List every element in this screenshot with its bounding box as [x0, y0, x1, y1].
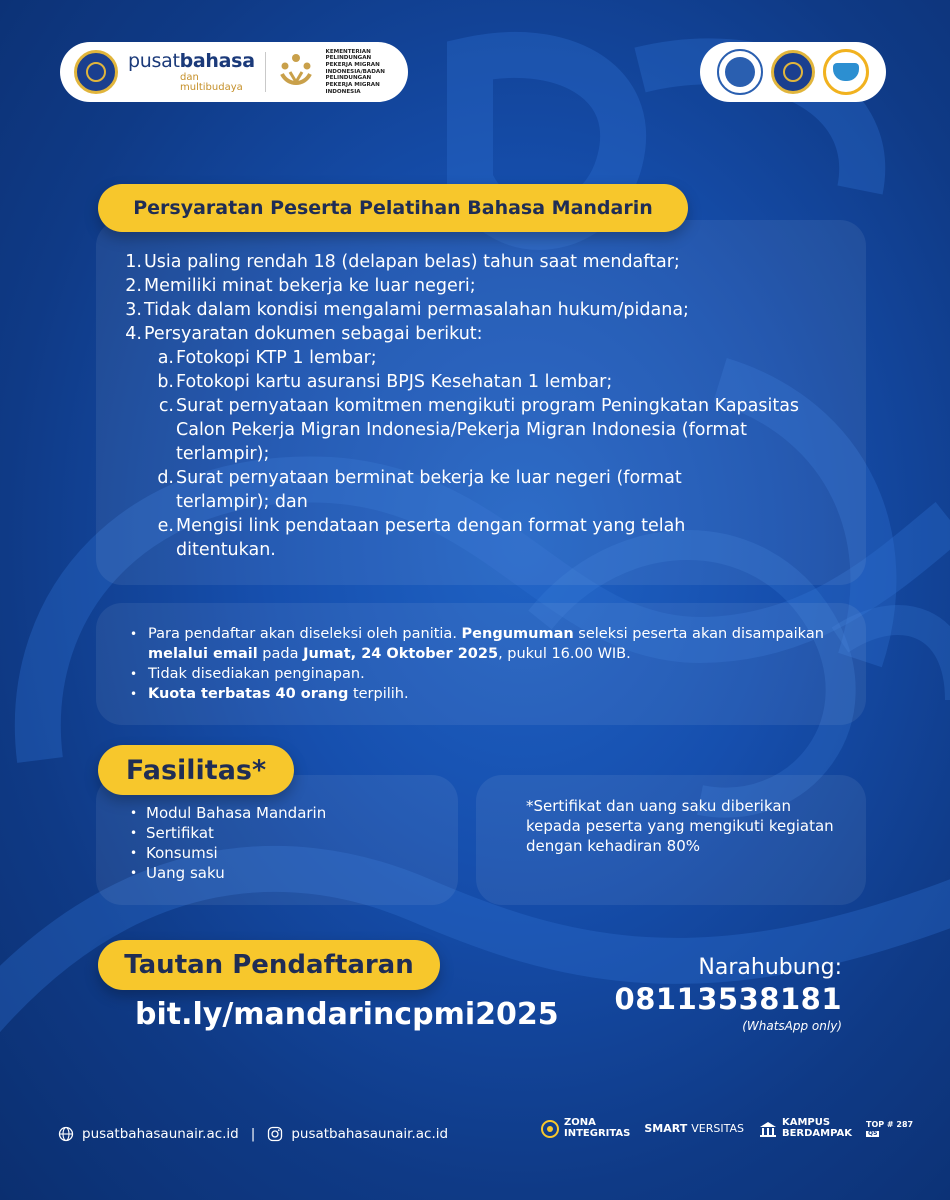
list-item: 3. Tidak dalam kondisi mengalami permasalahan hukum/pidana; — [125, 300, 689, 320]
header-logo-pill-left — [60, 42, 408, 102]
footer-badges — [540, 1118, 913, 1139]
list-subitem: c. Surat pernyataan komitmen mengikuti program Peningkatan Kapasitas Calon Pekerja Migran Indonesia/Pekerja Migran Indonesia (format terlampir); — [158, 396, 800, 464]
contact-phone[interactable]: 08113538181 — [614, 982, 842, 1016]
contact-label: Narahubung: — [698, 955, 842, 980]
zona-integritas-icon — [540, 1119, 560, 1139]
berdampak-logo-icon — [823, 49, 869, 95]
instagram-link[interactable]: pusatbahasaunair.ac.id — [291, 1126, 449, 1142]
list-item: • Konsumsi — [130, 844, 218, 862]
registration-link[interactable]: bit.ly/mandarincpmi2025 — [135, 997, 559, 1032]
instagram-icon — [267, 1126, 283, 1142]
note-item-accommodation: • Tidak disediakan penginapan. — [130, 666, 365, 682]
list-item: 4. Persyaratan dokumen sebagai berikut: — [125, 324, 483, 344]
registration-title: Tautan Pendaftaran — [98, 940, 440, 990]
list-subitem: a. Fotokopi KTP 1 lembar; — [157, 348, 377, 368]
kampus-berdampak-badge: KAMPUS BERDAMPAK — [758, 1118, 852, 1139]
requirements-list — [118, 250, 838, 562]
requirements-title: Persyaratan Peserta Pelatihan Bahasa Mandarin — [98, 184, 688, 232]
note-item-announcement: • Para pendaftar akan diseleksi oleh panitia. Pengumuman seleksi peserta akan disampaikan melalui email pada Jumat, 24 Oktober 2025, pukul 16.00 WIB. — [130, 626, 824, 662]
list-item: • Modul Bahasa Mandarin — [130, 804, 327, 822]
pusat-bahasa-logo: pusatbahasa dan multibudaya — [128, 49, 255, 93]
list-item: • Sertifikat — [130, 824, 214, 842]
facilities-footnote: *Sertifikat dan uang saku diberikan kepada peserta yang mengikuti kegiatan dengan kehadiran 80% — [526, 797, 834, 855]
qs-ranking-badge: TOP # 287 QS — [866, 1119, 914, 1137]
contact-note: (WhatsApp only) — [742, 1019, 842, 1033]
selection-notes — [130, 624, 830, 704]
ministry-emblem-icon — [276, 52, 316, 92]
list-subitem: e. Mengisi link pendataan peserta dengan format yang telah ditentukan. — [157, 516, 686, 560]
unair-seal-icon — [74, 50, 118, 94]
footer-links — [58, 1126, 448, 1142]
zona-integritas-badge: ZONA INTEGRITAS — [540, 1118, 630, 1139]
logo-divider — [265, 52, 266, 92]
list-item: • Uang saku — [130, 864, 225, 882]
list-item: 1. Usia paling rendah 18 (delapan belas) tahun saat mendaftar; — [125, 252, 680, 272]
list-item: 2. Memiliki minat bekerja ke luar negeri; — [125, 276, 476, 296]
smartversitas-badge: SMART VERSITAS — [644, 1121, 744, 1135]
list-subitem: b. Fotokopi kartu asuransi BPJS Kesehatan 1 lembar; — [157, 372, 613, 392]
unair-seal-icon-2 — [771, 50, 815, 94]
note-item-quota: • Kuota terbatas 40 orang terpilih. — [130, 686, 409, 702]
facilities-list — [130, 803, 326, 883]
facilities-title: Fasilitas* — [98, 745, 294, 795]
tut-wuri-handayani-icon — [717, 49, 763, 95]
website-link[interactable]: pusatbahasaunair.ac.id — [82, 1126, 239, 1142]
header-logo-pill-right — [700, 42, 886, 102]
building-icon — [758, 1119, 778, 1139]
contact-block — [615, 955, 842, 1033]
list-subitem: d. Surat pernyataan berminat bekerja ke luar negeri (format terlampir); dan — [157, 468, 682, 512]
ministry-text: KEMENTERIAN PELINDUNGAN PEKERJA MIGRAN INDONESIA/BADAN PELINDUNGAN PEKERJA MIGRAN INDONESIA — [325, 48, 385, 95]
globe-icon — [58, 1126, 74, 1142]
footer-separator: | — [250, 1126, 256, 1142]
